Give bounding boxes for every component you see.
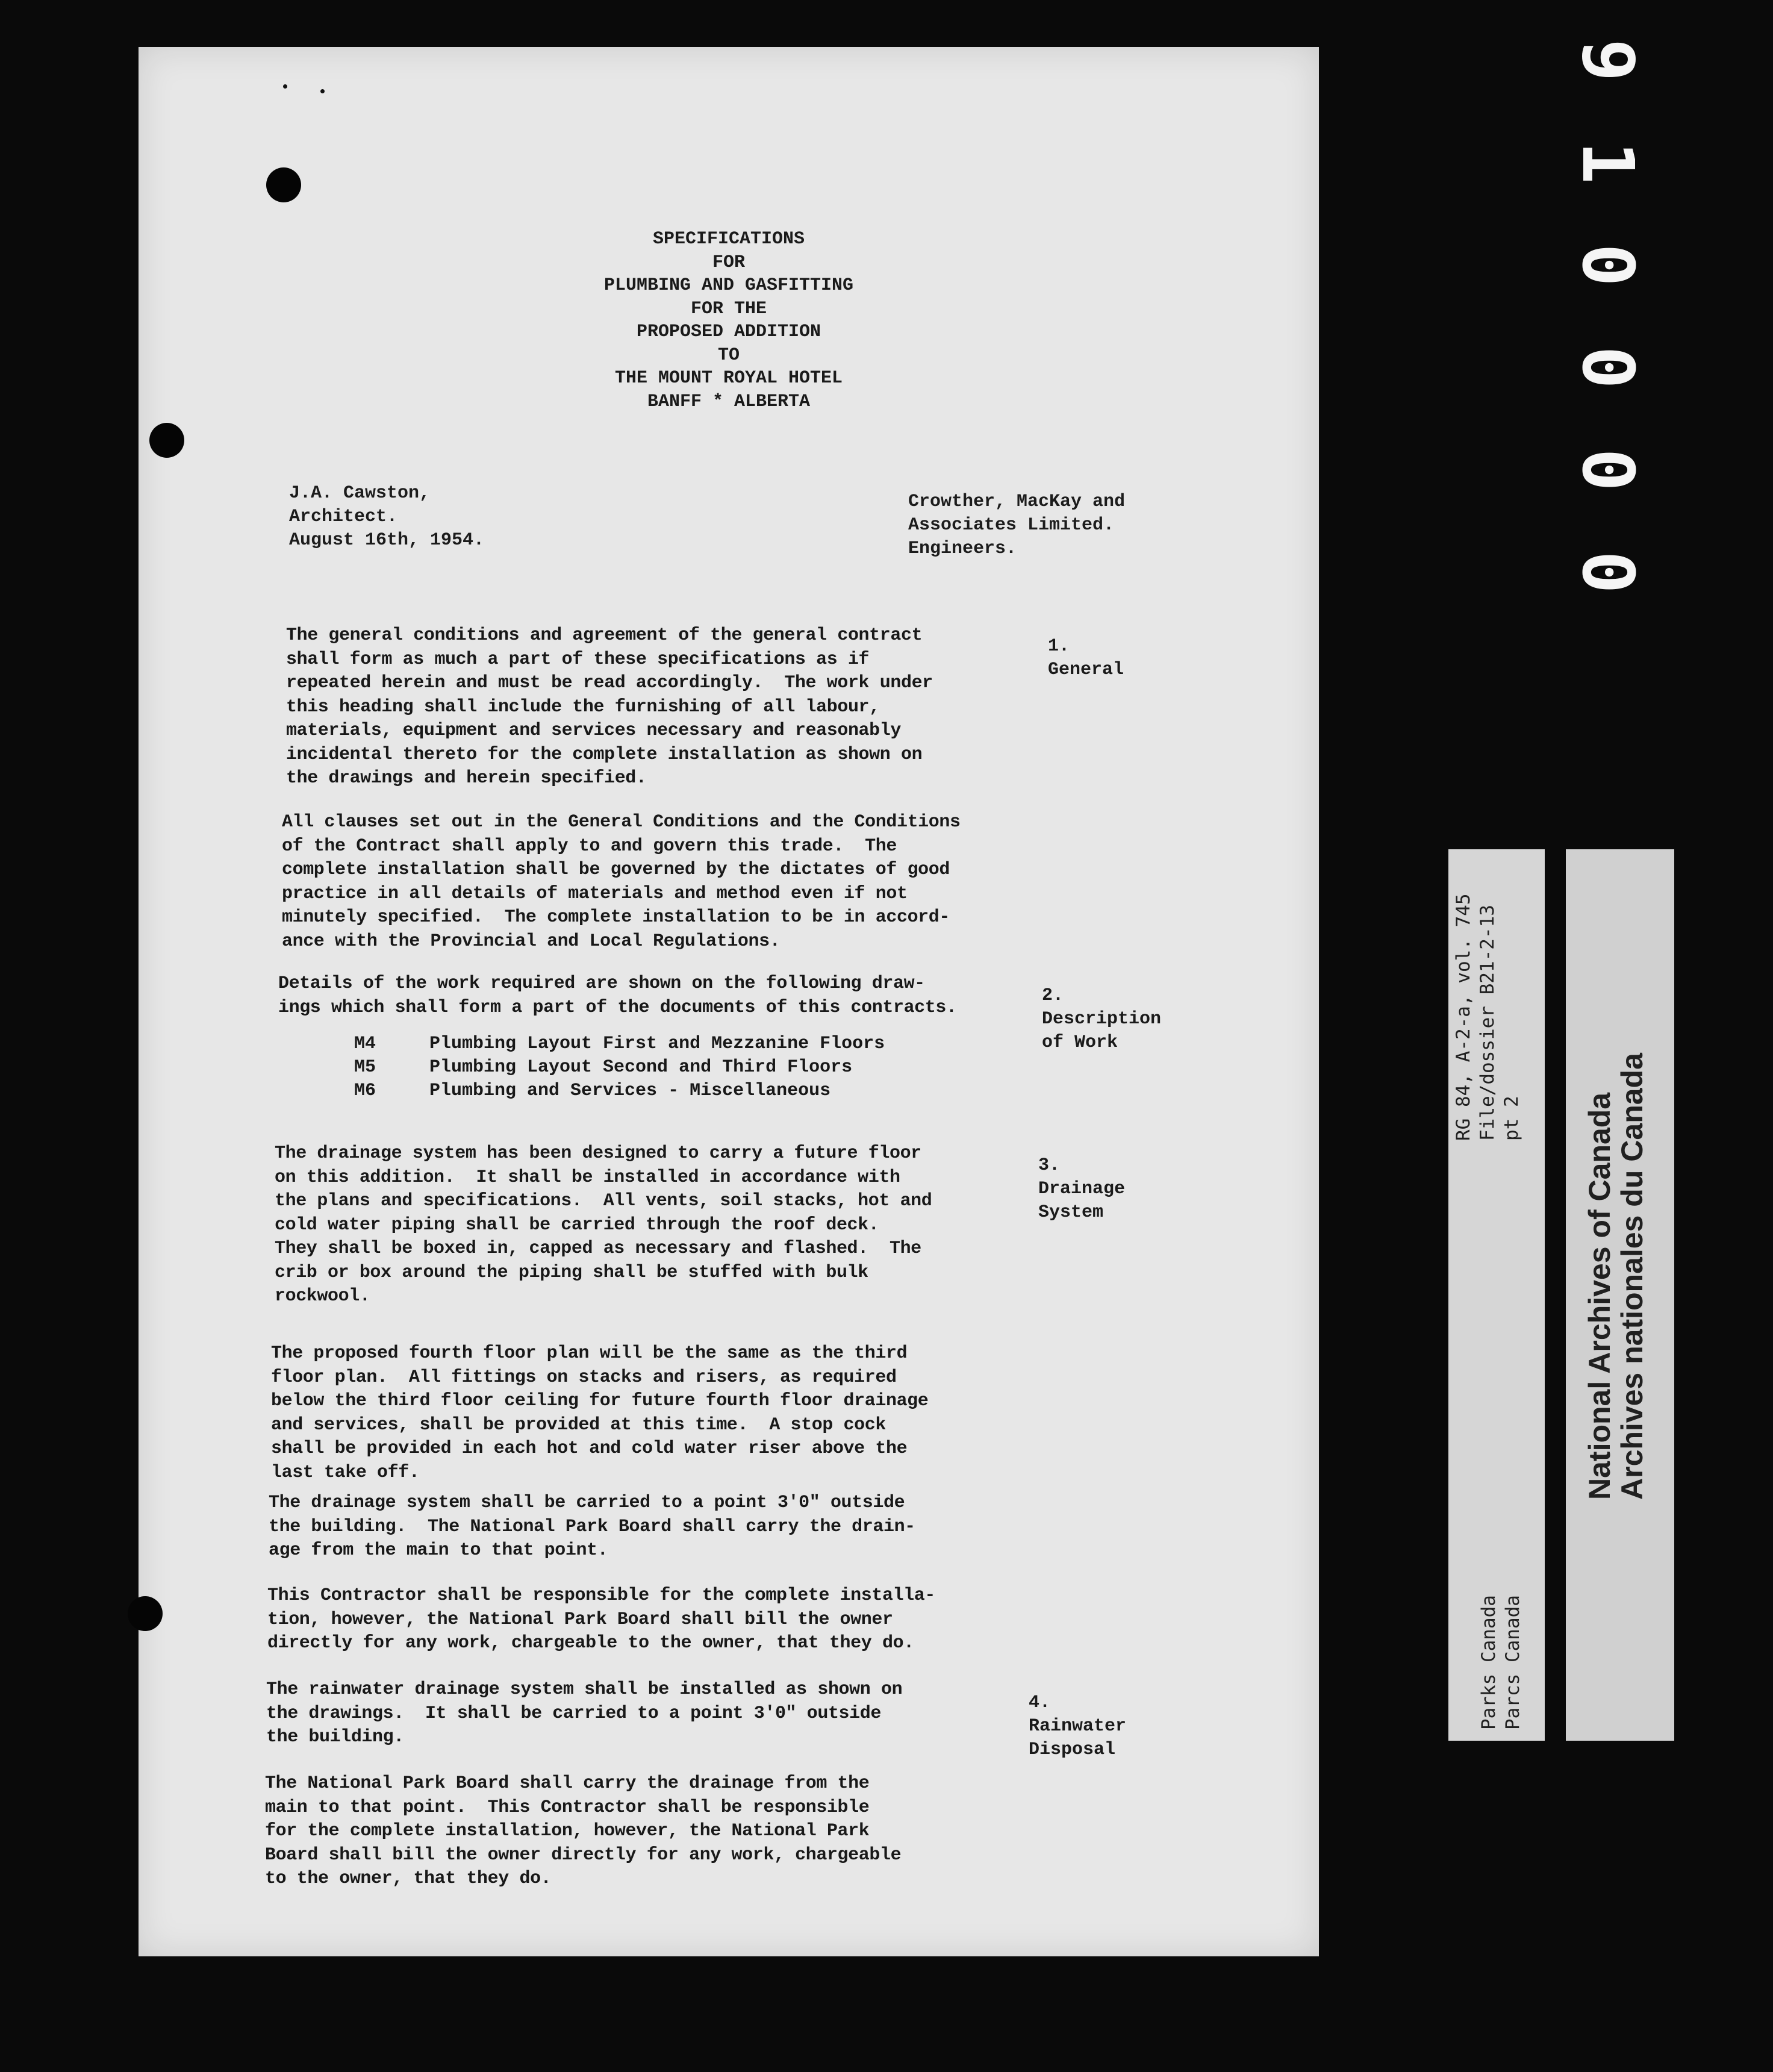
document-page (139, 47, 1319, 1956)
speck (283, 84, 287, 89)
paragraph-conditions: All clauses set out in the General Conditions and the Conditions of the Contract shall apply to and govern this trade. The complete installation shall be governed by the dictates of good practice in all details of materials and method even if not minutely specified. The complete installation to be in accord- ance with the Provincial and Local Regulations. (282, 812, 961, 952)
title-line: BANFF * ALBERTA (647, 391, 811, 412)
section-title: Disposal (1029, 1740, 1116, 1760)
frame-digit: 9 (1566, 39, 1650, 82)
archive-reference: RG 84, A-2-a, vol. 745 (1453, 893, 1474, 1141)
frame-digit: 0 (1566, 243, 1650, 287)
section-rainwater (1029, 1691, 1126, 1762)
section-title: System (1038, 1202, 1104, 1223)
section-description (1042, 984, 1161, 1055)
archive-file: File/dossier B21-2-13 (1477, 905, 1498, 1141)
archives-canada-label (1566, 849, 1674, 1741)
drawing-title: Plumbing and Services - Miscellaneous (429, 1081, 831, 1101)
drawing-code: M5 (354, 1057, 376, 1078)
section-number: 4. (1029, 1693, 1051, 1713)
section-drainage (1038, 1154, 1125, 1225)
archive-reference-label (1448, 849, 1545, 1741)
title-line: FOR (712, 252, 745, 273)
title-line: THE MOUNT ROYAL HOTEL (614, 368, 843, 388)
architect-role: Architect. (289, 507, 398, 527)
document-date: August 16th, 1954. (289, 530, 485, 551)
archive-part: pt 2 (1501, 1096, 1522, 1141)
title-line: FOR THE (690, 298, 767, 319)
punch-hole (128, 1596, 163, 1631)
drawing-item (354, 1079, 885, 1103)
paragraph-rainwater: The rainwater drainage system shall be installed as shown on the drawings. It shall be carried to a point 3'0" outside the building. (266, 1679, 903, 1747)
paragraph-general: The general conditions and agreement of the general contract shall form as much a part of these specifications as if repeated herein and must be read accordingly. The work under this heading shall include the furnishing of all labour, materials, equipment and services necessary and reasonably incidental thereto for the complete installation as shown on the drawings and herein specified. (286, 625, 933, 788)
frame-digit: 0 (1566, 448, 1650, 491)
paragraph-drainage-point: The drainage system shall be carried to a point 3'0" outside the building. The National Park Board shall carry the drain- age from the main to that point. (269, 1493, 915, 1561)
paragraph-drainage: The drainage system has been designed to carry a future floor on this addition. It shall be installed in accordance with the plans and specifications. All vents, soil stacks, hot and cold water piping shall be carried through the roof deck. They shall be boxed in, capped as necessary and flashed. The crib or box around the piping shall be stuffed with bulk rockwool. (275, 1143, 932, 1306)
section-title: General (1048, 660, 1124, 680)
section-title: Drainage (1038, 1179, 1126, 1199)
paragraph-fourth-floor: The proposed fourth floor plan will be the same as the third floor plan. All fittings on stacks and risers, as required below the third floor ceiling for future fourth floor drainage and services, shall be provided at this time. A stop cock shall be provided in each hot and cold water riser above the last take off. (271, 1343, 929, 1483)
section-title: Description (1042, 1009, 1162, 1029)
title-line: TO (717, 345, 740, 366)
section-number: 3. (1038, 1155, 1061, 1176)
architect-block (289, 482, 484, 552)
paragraph-drawings-intro: Details of the work required are shown on the following draw- ings which shall form a part of the documents of this contracts. (278, 973, 957, 1018)
frame-digit: 0 (1566, 551, 1650, 594)
archives-name-en: National Archives of Canada (1583, 1092, 1616, 1500)
document-title (139, 228, 1319, 413)
title-line: SPECIFICATIONS (652, 229, 805, 249)
archive-org-fr: Parcs Canada (1502, 1595, 1524, 1730)
drawing-title: Plumbing Layout Second and Third Floors (429, 1057, 853, 1078)
frame-digit: 1 (1566, 141, 1650, 184)
title-line: PLUMBING AND GASFITTING (603, 275, 854, 296)
paragraph-contractor: This Contractor shall be responsible for the complete installa- tion, however, the National Park Board shall bill the owner directly for any work, chargeable to the owner, that they do. (267, 1585, 935, 1653)
drawing-code: M6 (354, 1081, 376, 1101)
drawing-item (354, 1056, 885, 1079)
drawing-code: M4 (354, 1034, 376, 1054)
section-number: 1. (1048, 636, 1070, 657)
punch-hole (266, 167, 301, 202)
section-general (1048, 635, 1124, 682)
drawing-list (354, 1032, 885, 1103)
archives-name-fr: Archives nationales du Canada (1615, 1053, 1649, 1500)
drawing-title: Plumbing Layout First and Mezzanine Floors (429, 1034, 885, 1054)
engineer-name-2: Associates Limited. (908, 515, 1115, 535)
engineer-name-1: Crowther, MacKay and (908, 491, 1126, 512)
speck (320, 89, 325, 93)
paragraph-national-park: The National Park Board shall carry the drainage from the main to that point. This Contractor shall be responsible for the complete installation, however, the National Park Board shall bill the owner directly for any work, chargeable to the owner, that they do. (265, 1773, 902, 1889)
engineer-block (908, 490, 1125, 561)
section-title: of Work (1042, 1032, 1118, 1053)
title-line: PROPOSED ADDITION (636, 322, 821, 342)
drawing-item (354, 1032, 885, 1056)
frame-number (1566, 24, 1650, 614)
architect-name: J.A. Cawston, (289, 483, 431, 504)
section-number: 2. (1042, 985, 1064, 1006)
frame-digit: 0 (1566, 346, 1650, 389)
engineer-role: Engineers. (908, 538, 1017, 559)
punch-hole (149, 423, 184, 458)
archive-org-en: Parks Canada (1478, 1595, 1500, 1730)
section-title: Rainwater (1029, 1716, 1127, 1737)
